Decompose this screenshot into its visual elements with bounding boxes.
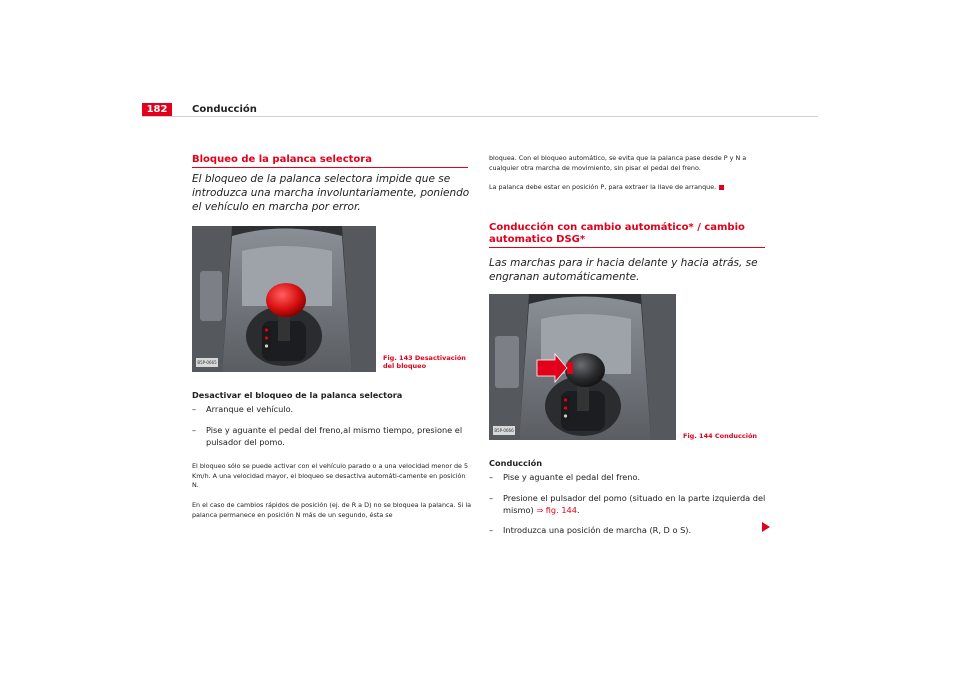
chapter-title: Conducción xyxy=(192,104,257,115)
paragraph-quick-changes: En el caso de cambios rápidos de posición (ej. de R a D) no se bloquea la palanca. Si la palanca permanece en posición N más de un segundo, ésta se xyxy=(192,501,472,519)
subheading-driving: Conducción xyxy=(489,458,543,468)
step-select-gear: – Introduzca una posición de marcha (R, D o S). xyxy=(489,525,692,535)
figure-144-link[interactable]: ⇒ fig. 144 xyxy=(536,504,577,515)
step-press-brake: – Pise y aguante el pedal del freno,al mismo tiempo, presione el pulsador del pomo. xyxy=(192,425,463,447)
figure-143-caption: Fig. 143 Desactivación del bloqueo xyxy=(383,354,466,370)
next-page-arrow-icon[interactable] xyxy=(762,522,770,532)
end-of-section-icon xyxy=(719,185,724,190)
step-start-vehicle: – Arranque el vehículo. xyxy=(192,404,294,414)
section-title-automatic-driving: Conducción con cambio automático* / cambio automatico DSG* xyxy=(489,222,745,245)
figure-code: B5P-0665 xyxy=(197,360,217,365)
gear-lever-button-illustration xyxy=(489,294,676,440)
step-press-button: – Presione el pulsador del pomo (situado en la parte izquierda del mismo) ⇒ fig. 144. xyxy=(489,493,766,515)
subheading-unlock: Desactivar el bloqueo de la palanca selectora xyxy=(192,390,403,400)
paragraph-lock-continued: bloquea. Con el bloqueo automático, se evita que la palanca pase desde P y N a cualquier otra marcha de movimiento, sin pisar el pedal del freno. xyxy=(489,154,747,172)
header-rule xyxy=(142,116,818,117)
section-title-selector-lock: Bloqueo de la palanca selectora xyxy=(192,154,372,165)
figure-144-photo xyxy=(489,294,676,440)
gear-lever-illustration xyxy=(192,226,376,372)
paragraph-key-removal: La palanca debe estar en posición P, para extraer la llave de arranque. xyxy=(489,183,771,193)
figure-code: B5P-0666 xyxy=(494,428,514,433)
paragraph-lock-speed: El bloqueo sólo se puede activar con el vehículo parado o a una velocidad menor de 5 Km/h. A una velocidad mayor, el bloqueo se desactiva automáti-camente en posición N. xyxy=(192,462,469,489)
figure-144-caption: Fig. 144 Conducción xyxy=(683,432,758,440)
section-rule xyxy=(192,167,468,168)
figure-143-photo xyxy=(192,226,376,372)
page-number: 182 xyxy=(142,103,172,117)
step-brake: – Pise y aguante el pedal del freno. xyxy=(489,472,640,482)
section-lead-automatic: Las marchas para ir hacia delante y hacia atrás, se engranan automáticamente. xyxy=(489,257,758,283)
section-lead: El bloqueo de la palanca selectora impide que se introduzca una marcha involuntariamente, poniendo el vehículo en marcha por error. xyxy=(192,173,470,213)
section-rule xyxy=(489,247,765,248)
